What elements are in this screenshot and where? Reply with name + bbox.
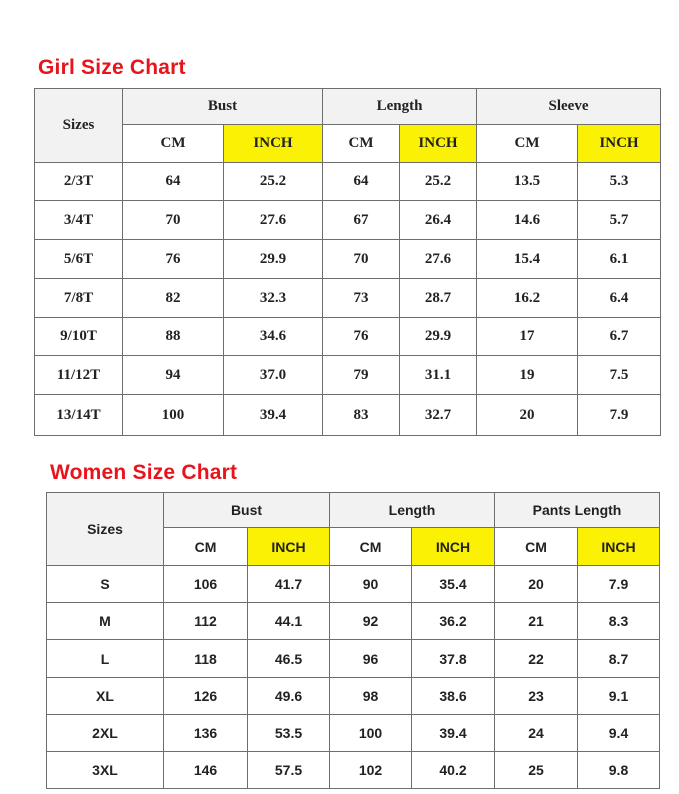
size-label: M: [47, 603, 164, 640]
measurement-cell: 96: [330, 640, 412, 678]
measurement-cell: 6.1: [578, 240, 661, 279]
table-row: [35, 318, 661, 356]
measurement-cell: 76: [123, 240, 224, 279]
table-row: [47, 640, 660, 678]
table-row: [47, 603, 660, 640]
measurement-cell: 39.4: [224, 395, 323, 436]
unit-header-cm: CM: [330, 528, 412, 566]
measurement-cell: 126: [164, 678, 248, 715]
unit-header-inch: INCH: [224, 125, 323, 163]
measurement-cell: 29.9: [400, 318, 477, 356]
table-row: [47, 566, 660, 603]
measurement-cell: 118: [164, 640, 248, 678]
measurement-cell: 25.2: [400, 163, 477, 201]
sizes-header: Sizes: [35, 89, 123, 163]
measurement-cell: 64: [323, 163, 400, 201]
group-header-length: Length: [323, 89, 477, 125]
measurement-cell: 24: [495, 715, 578, 752]
size-label: 7/8T: [35, 279, 123, 318]
table-row: [47, 752, 660, 789]
measurement-cell: 136: [164, 715, 248, 752]
measurement-cell: 21: [495, 603, 578, 640]
group-header-pants-length: Pants Length: [495, 493, 660, 528]
size-label: XL: [47, 678, 164, 715]
table-row: [35, 163, 661, 201]
measurement-cell: 100: [123, 395, 224, 436]
measurement-cell: 76: [323, 318, 400, 356]
girl-size-table: [34, 88, 661, 436]
size-label: 2/3T: [35, 163, 123, 201]
size-label: 3/4T: [35, 201, 123, 240]
table-row: [35, 240, 661, 279]
measurement-cell: 64: [123, 163, 224, 201]
group-header-sleeve: Sleeve: [477, 89, 661, 125]
measurement-cell: 106: [164, 566, 248, 603]
measurement-cell: 100: [330, 715, 412, 752]
unit-header-inch: INCH: [248, 528, 330, 566]
measurement-cell: 27.6: [400, 240, 477, 279]
measurement-cell: 146: [164, 752, 248, 789]
table-row: [47, 715, 660, 752]
unit-header-cm: CM: [495, 528, 578, 566]
women-size-table: [46, 492, 660, 789]
measurement-cell: 79: [323, 356, 400, 395]
measurement-cell: 40.2: [412, 752, 495, 789]
measurement-cell: 41.7: [248, 566, 330, 603]
measurement-cell: 46.5: [248, 640, 330, 678]
measurement-cell: 31.1: [400, 356, 477, 395]
measurement-cell: 94: [123, 356, 224, 395]
measurement-cell: 25.2: [224, 163, 323, 201]
measurement-cell: 19: [477, 356, 578, 395]
measurement-cell: 20: [477, 395, 578, 436]
measurement-cell: 82: [123, 279, 224, 318]
measurement-cell: 9.8: [578, 752, 660, 789]
measurement-cell: 44.1: [248, 603, 330, 640]
unit-header-cm: CM: [323, 125, 400, 163]
unit-header-inch: INCH: [412, 528, 495, 566]
measurement-cell: 26.4: [400, 201, 477, 240]
unit-header-cm: CM: [123, 125, 224, 163]
measurement-cell: 53.5: [248, 715, 330, 752]
measurement-cell: 16.2: [477, 279, 578, 318]
header-row: [35, 89, 661, 125]
unit-header-inch: INCH: [400, 125, 477, 163]
women-size-chart-title: Women Size Chart: [50, 461, 238, 484]
measurement-cell: 25: [495, 752, 578, 789]
measurement-cell: 39.4: [412, 715, 495, 752]
measurement-cell: 13.5: [477, 163, 578, 201]
measurement-cell: 14.6: [477, 201, 578, 240]
measurement-cell: 49.6: [248, 678, 330, 715]
measurement-cell: 7.9: [578, 566, 660, 603]
table-row: [35, 356, 661, 395]
measurement-cell: 70: [123, 201, 224, 240]
measurement-cell: 98: [330, 678, 412, 715]
measurement-cell: 27.6: [224, 201, 323, 240]
measurement-cell: 7.5: [578, 356, 661, 395]
unit-row: [35, 125, 661, 163]
measurement-cell: 5.3: [578, 163, 661, 201]
measurement-cell: 90: [330, 566, 412, 603]
measurement-cell: 67: [323, 201, 400, 240]
measurement-cell: 8.3: [578, 603, 660, 640]
group-header-bust: Bust: [123, 89, 323, 125]
measurement-cell: 6.7: [578, 318, 661, 356]
unit-header-inch: INCH: [578, 125, 661, 163]
size-label: L: [47, 640, 164, 678]
measurement-cell: 102: [330, 752, 412, 789]
measurement-cell: 9.1: [578, 678, 660, 715]
size-label: 9/10T: [35, 318, 123, 356]
unit-header-cm: CM: [164, 528, 248, 566]
unit-header-inch: INCH: [578, 528, 660, 566]
measurement-cell: 22: [495, 640, 578, 678]
table-row: [35, 201, 661, 240]
group-header-length: Length: [330, 493, 495, 528]
measurement-cell: 8.7: [578, 640, 660, 678]
measurement-cell: 37.8: [412, 640, 495, 678]
measurement-cell: 37.0: [224, 356, 323, 395]
unit-header-cm: CM: [477, 125, 578, 163]
size-label: 5/6T: [35, 240, 123, 279]
measurement-cell: 57.5: [248, 752, 330, 789]
size-label: 13/14T: [35, 395, 123, 436]
measurement-cell: 28.7: [400, 279, 477, 318]
measurement-cell: 34.6: [224, 318, 323, 356]
measurement-cell: 35.4: [412, 566, 495, 603]
table-row: [35, 395, 661, 436]
measurement-cell: 17: [477, 318, 578, 356]
measurement-cell: 73: [323, 279, 400, 318]
measurement-cell: 92: [330, 603, 412, 640]
group-header-bust: Bust: [164, 493, 330, 528]
measurement-cell: 23: [495, 678, 578, 715]
size-label: 3XL: [47, 752, 164, 789]
measurement-cell: 36.2: [412, 603, 495, 640]
measurement-cell: 5.7: [578, 201, 661, 240]
measurement-cell: 88: [123, 318, 224, 356]
size-label: 2XL: [47, 715, 164, 752]
sizes-header: Sizes: [47, 493, 164, 566]
measurement-cell: 32.7: [400, 395, 477, 436]
measurement-cell: 9.4: [578, 715, 660, 752]
size-label: S: [47, 566, 164, 603]
measurement-cell: 7.9: [578, 395, 661, 436]
measurement-cell: 32.3: [224, 279, 323, 318]
measurement-cell: 38.6: [412, 678, 495, 715]
girl-size-chart-title: Girl Size Chart: [38, 56, 186, 79]
measurement-cell: 83: [323, 395, 400, 436]
size-label: 11/12T: [35, 356, 123, 395]
measurement-cell: 20: [495, 566, 578, 603]
measurement-cell: 15.4: [477, 240, 578, 279]
table-row: [47, 678, 660, 715]
table-row: [35, 279, 661, 318]
measurement-cell: 112: [164, 603, 248, 640]
header-row: [47, 493, 660, 528]
measurement-cell: 29.9: [224, 240, 323, 279]
measurement-cell: 6.4: [578, 279, 661, 318]
measurement-cell: 70: [323, 240, 400, 279]
